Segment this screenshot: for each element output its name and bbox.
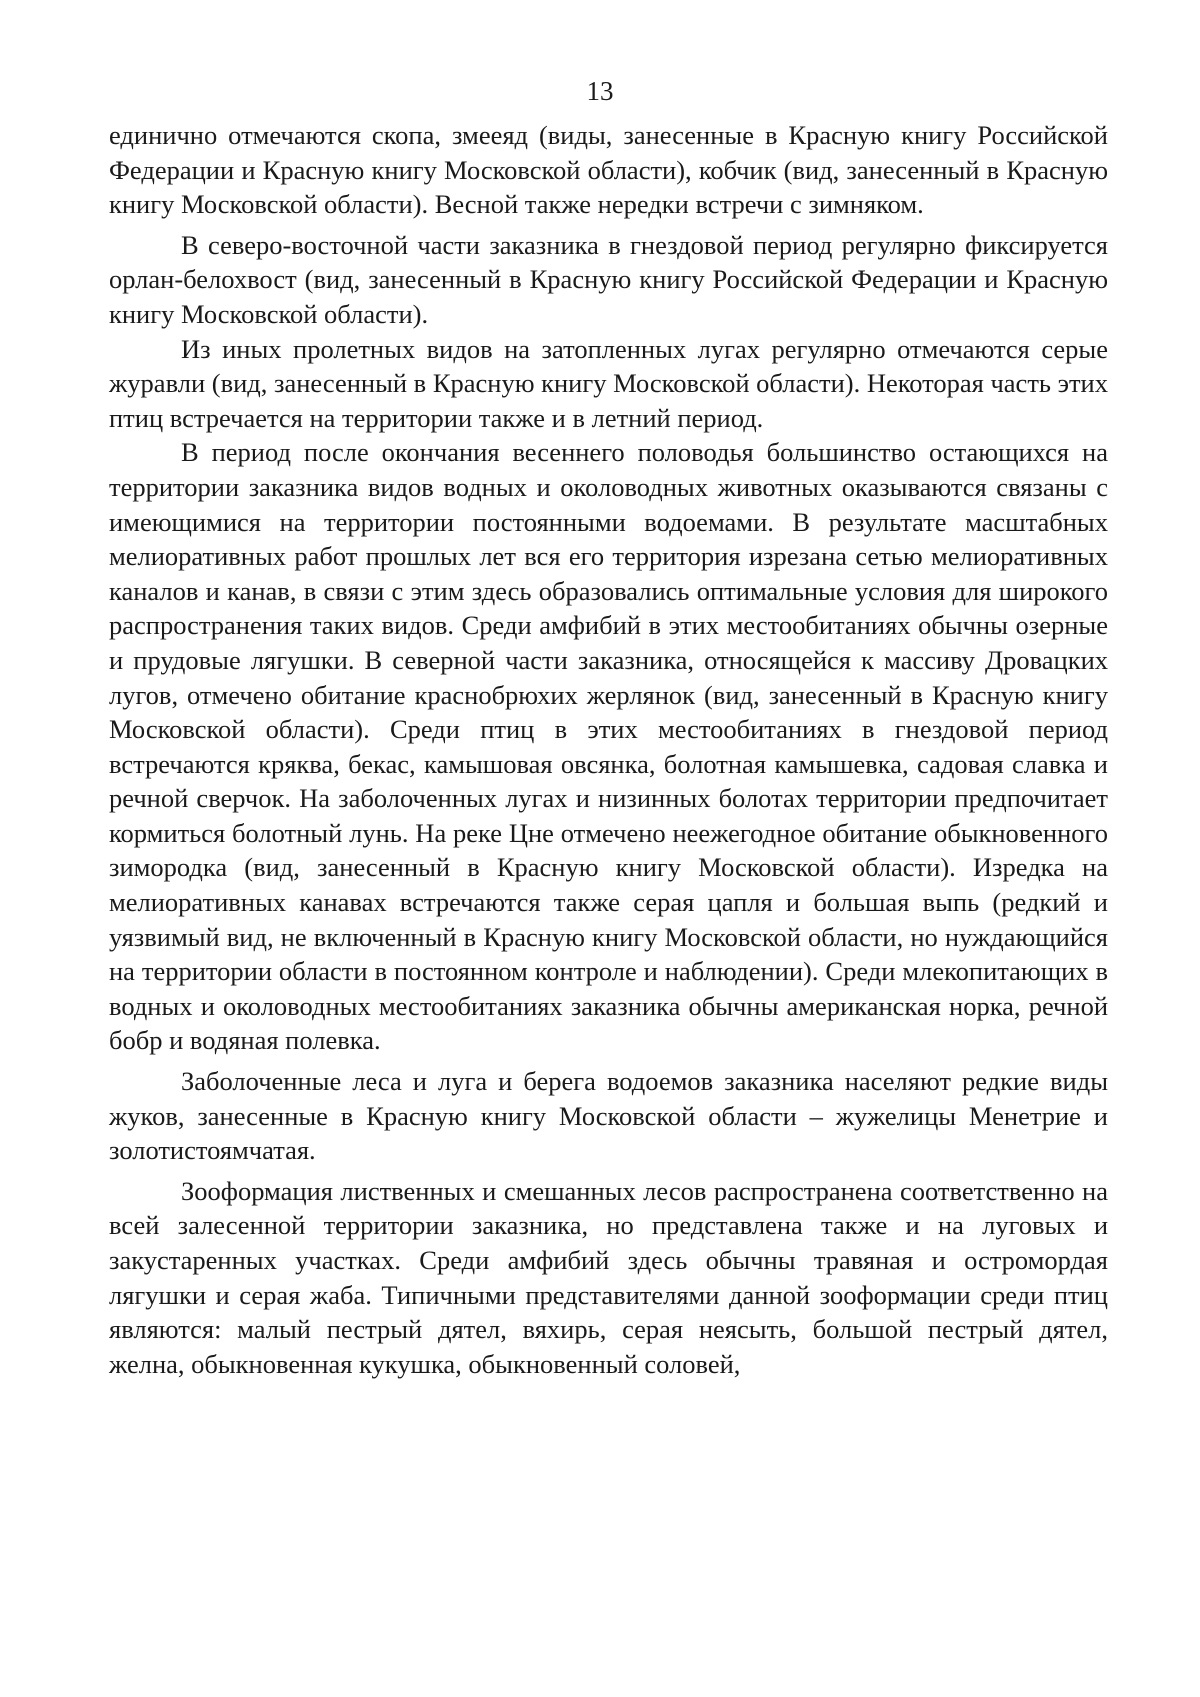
paragraph-beetles: Заболоченные леса и луга и берега водоемов заказника населяют редкие виды жуков, занесенные в Красную книгу Московской области – жужелицы Менетрие и золотистоямчатая.: [109, 1066, 1108, 1166]
paragraph-forest-zooformation: Зооформация лиственных и смешанных лесов распространена соответственно на всей залесенной территории заказника, но представлена также и на луговых и закустаренных участках. Среди амфибий здесь обычны травяная и остромордая лягушки и серая жаба. Типичными представителями данной зооформации среди птиц являются: малый пестрый дятел, вяхирь, серая неясыть, большой пестрый дятел, желна, обыкновенная кукушка, обыкновенный соловей,: [109, 1175, 1108, 1379]
page-number: 13: [586, 76, 614, 106]
paragraph-water-species: В период после окончания весеннего половодья большинство остающихся на территории заказника видов водных и околоводных животных оказываются связаны с имеющимися на территории постоянными водоемами. В результате масштабных мелиоративных работ прошлых лет вся его территория изрезана сетью мелиоративных каналов и канав, в связи с этим здесь образовались оптимальные условия для широкого распространения таких видов. Среди амфибий в этих местообитаниях обычны озерные и прудовые лягушки. В северной части заказника, относящейся к массиву Дровацких лугов, отмечено обитание краснобрюхих жерлянок (вид, занесенный в Красную книгу Московской области). Среди птиц в этих местообитаниях в гнездовой период встречаются кряква, бекас, камышовая овсянка, болотная камышевка, садовая славка и речной сверчок. На заболоченных лугах и низинных болотах территории предпочитает кормиться болотный лунь. На реке Цне отмечено неежегодное обитание обыкновенного зимородка (вид, занесенный в Красную книгу Московской области). Изредка на мелиоративных канавах встречаются также серая цапля и большая выпь (редкий и уязвимый вид, не включенный в Красную книгу Московской области, но нуждающийся на территории области в постоянном контроле и наблюдении). Среди млекопитающих в водных и околоводных местообитаниях заказника обычны американская норка, речной бобр и водяная полевка.: [109, 437, 1108, 1056]
paragraph-white-tailed-eagle: В северо-восточной части заказника в гнездовой период регулярно фиксируется орлан-белохвост (вид, занесенный в Красную книгу Российской Федерации и Красную книгу Московской области).: [109, 229, 1108, 329]
document-body: [109, 118, 1108, 1381]
paragraph-continued: единично отмечаются скопа, змееяд (виды, занесенные в Красную книгу Российской Федерации и Красную книгу Московской области), кобчик (вид, занесенный в Красную книгу Московской области). Весной также нередки встречи с зимняком.: [109, 120, 1108, 220]
paragraph-migratory-species: Из иных пролетных видов на затопленных лугах регулярно отмечаются серые журавли (вид, занесенный в Красную книгу Московской области). Некоторая часть этих птиц встречается на территории также и в летний период.: [109, 333, 1108, 433]
